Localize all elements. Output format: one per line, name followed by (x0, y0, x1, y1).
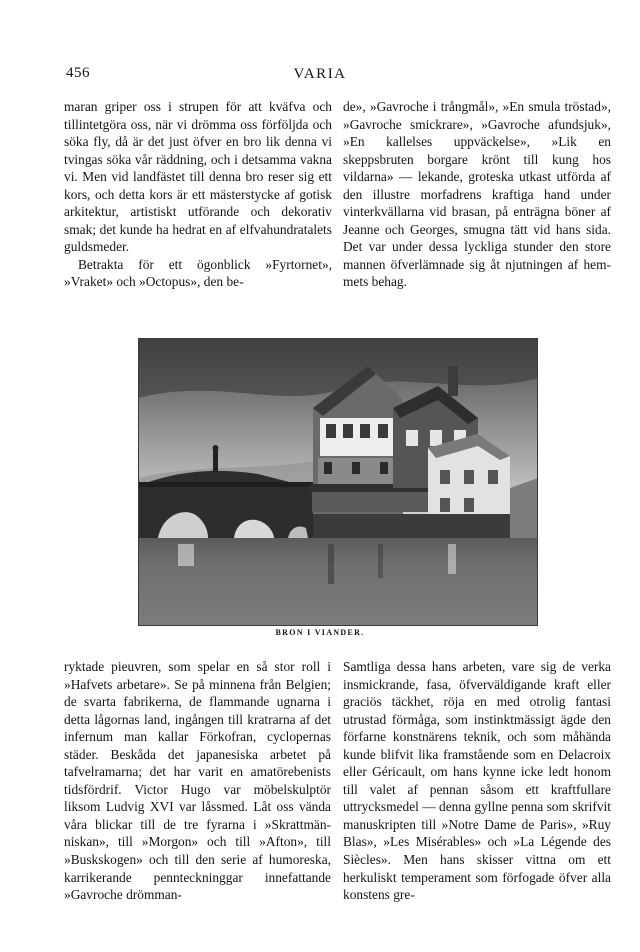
column-top-right (343, 98, 611, 291)
paragraph: de», »Gavroche i trångmål», »En smula tröstad», »Gavroche smickrare», »Gavroche afundsjuk», »En kallelses uppväckelse», »Lik en skeppsbruten borgare krönt till kung hos vildarna» — lekande, groteska utkast utförda af den illustre morfadrens kraftiga hand under vinterkvällarna vid brasan, på enträgna böner af Jeanne och Georges, smugna tätt vid hans sida. Det var under dessa lyckliga stunder den store mannen öfverlämnade sig åt njutningen af hemmets behag. (343, 99, 611, 290)
paragraph: Samtliga dessa hans arbeten, vare sig de verka insmickrande, fasa, öfverväldigande kraft eller graciös täckhet, röja en med otrolig fantasi utrustad förmåga, som instinktmässigt ägde den förfarne konstnärens teknik, och som måhända kunde blifvit lika framstående som en Delacroix eller Géricault, om hans kynne icke ledt honom till valet af pennan såsom ett kraftfullare uttrycksmedel — denna gyllne penna som skrifvit manuskripten till »Notre Dame de Paris», »Ruy Blas», »Les Misérables» och »La Légende des Siècles». Men hans skisser vittna om ett herkuliskt temperament som förfogade öfver alla konstens gre- (343, 659, 611, 903)
bridge-illustration-image (138, 338, 538, 626)
paragraph: Betrakta för ett ögonblick »Fyrtornet», »Vraket» och »Octopus», den be- (64, 256, 332, 290)
column-bottom-right (343, 658, 611, 904)
column-bottom-left (64, 658, 331, 904)
paragraph: maran griper oss i strupen för att kväfva och tillintetgöra oss, när vi drömma oss förföljda och söka fly, då är det just öfver en bro lik denna vi tvingas söka vår räddning, och i detsamma vakna vi. Men vid landfästet till denna bro reser sig ett kors, och detta kors är ett mästerstycke af gotisk arkitektur, artistiskt utförande och dekorativ smak; det kunde ha hedrat en af elfvahundratalets guldsmeder. (64, 99, 332, 255)
paragraph: ryktade pieuvren, som spelar en så stor roll i »Hafvets arbetare». Se på minnena från Belgien; de svarta fabrikerna, de flammande ugnarna i detta lågornas land, ingången till kratrarna af det infernum man kallar Förkofran, cyclopernas städer. Beskåda det japanesiska arbetet på tafvelramarna; det har varit en amatörebenists tidsfördrif. Victor Hugo var möbelskulptör liksom Ludvig XVI var låssmed. Låt oss vända våra blickar till de tre fyrarna i »Skrattmänniskan», till »Morgon» och till »Afton», till »Buskskogen» och till den serie af humoreska, karrikerande pennteckninggar innefattande »Gavroche drömman- (64, 659, 331, 903)
running-head: VARIA (293, 66, 347, 82)
column-top-left (64, 98, 332, 291)
figure-caption: BRON I VIANDER. (275, 628, 365, 637)
page-number: 456 (66, 65, 90, 81)
illustration-bridge (138, 338, 538, 626)
